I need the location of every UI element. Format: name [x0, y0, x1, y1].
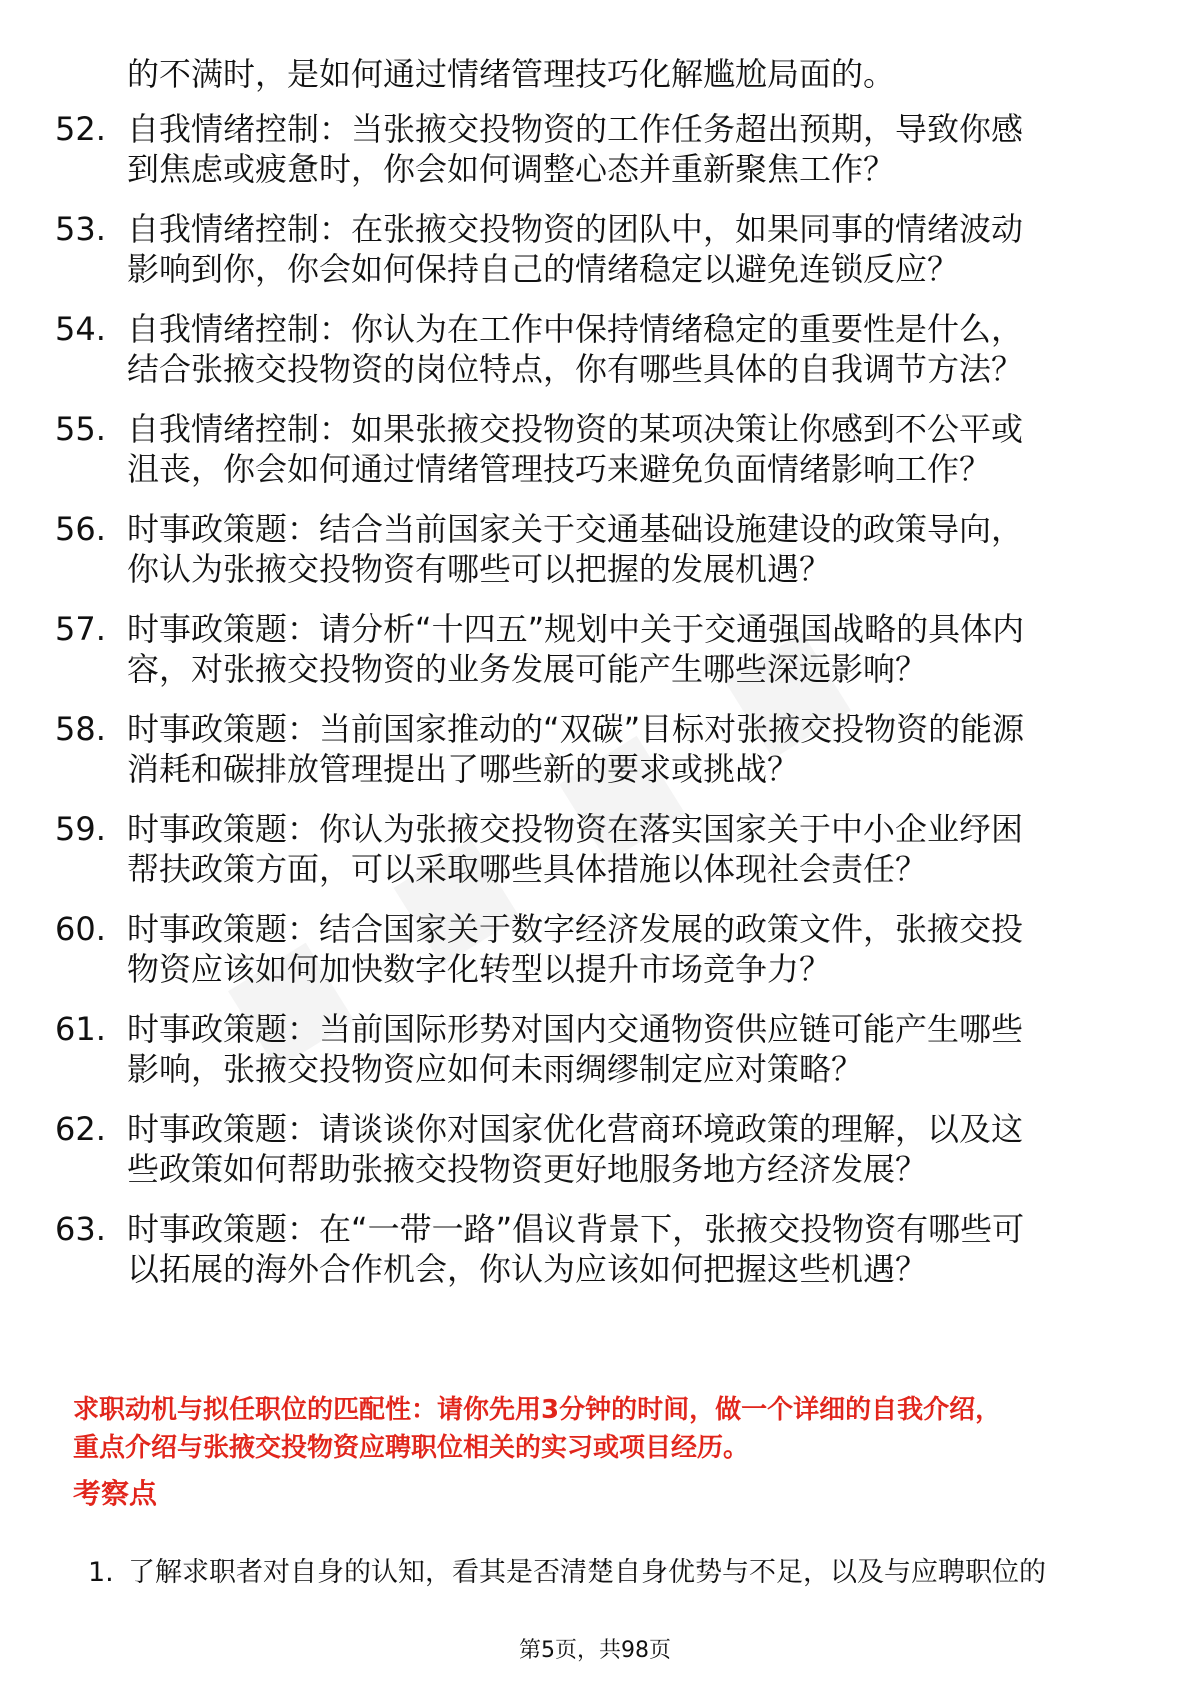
question-line: 时事政策题：在“一带一路”倡议背景下，张掖交投物资有哪些可: [127, 1210, 1025, 1248]
question-item: [55, 709, 1135, 789]
question-line: 时事政策题：当前国际形势对国内交通物资供应链可能产生哪些: [127, 1010, 1024, 1048]
question-line: 沮丧，你会如何通过情绪管理技巧来避免负面情绪影响工作？: [127, 450, 992, 488]
question-item: [55, 409, 1135, 489]
point-text: 了解求职者对自身的认知，看其是否清楚自身优势与不足，以及与应聘职位的: [128, 1557, 1046, 1588]
question-line: 以拓展的海外合作机会，你认为应该如何把握这些机遇？: [127, 1250, 928, 1288]
question-line: 到焦虑或疲惫时，你会如何调整心态并重新聚焦工作？: [127, 150, 896, 188]
question-number: 57.: [55, 610, 106, 648]
question-line: 自我情绪控制：如果张掖交投物资的某项决策让你感到不公平或: [127, 410, 1024, 448]
question-item: [55, 1209, 1135, 1289]
question-item: [55, 209, 1135, 289]
point-number: 1.: [88, 1557, 114, 1588]
question-line: 你认为张掖交投物资有哪些可以把握的发展机遇？: [127, 550, 832, 588]
question-number: 54.: [55, 310, 106, 348]
assessment-point: [88, 1554, 1128, 1592]
question-line: 影响到你，你会如何保持自己的情绪稳定以避免连锁反应？: [127, 250, 960, 288]
question-item: [55, 809, 1135, 889]
question-line: 些政策如何帮助张掖交投物资更好地服务地方经济发展？: [127, 1150, 928, 1188]
question-line: 时事政策题：结合当前国家关于交通基础设施建设的政策导向，: [127, 510, 1024, 548]
question-item: [55, 1009, 1135, 1089]
question-line: 时事政策题：请谈谈你对国家优化营商环境政策的理解，以及这: [127, 1110, 1024, 1148]
question-line: 时事政策题：你认为张掖交投物资在落实国家关于中小企业纾困: [127, 810, 1024, 848]
question-line: 自我情绪控制：在张掖交投物资的团队中，如果同事的情绪波动: [127, 210, 1024, 248]
continuation-text: 的不满时，是如何通过情绪管理技巧化解尴尬局面的。: [127, 55, 896, 93]
question-number: 58.: [55, 710, 106, 748]
question-number: 56.: [55, 510, 106, 548]
question-line: 容，对张掖交投物资的业务发展可能产生哪些深远影响？: [127, 650, 928, 688]
question-number: 53.: [55, 210, 106, 248]
assessment-label: 考察点: [73, 1477, 158, 1510]
question-number: 62.: [55, 1110, 106, 1148]
section-heading: [73, 1391, 1133, 1467]
question-number: 55.: [55, 410, 106, 448]
question-number: 52.: [55, 110, 106, 148]
question-line: 帮扶政策方面，可以采取哪些具体措施以体现社会责任？: [127, 850, 928, 888]
question-number: 60.: [55, 910, 106, 948]
page-footer: 第5页，共98页: [519, 1638, 671, 1663]
question-item: [55, 509, 1135, 589]
question-item: [55, 109, 1135, 189]
question-number: 63.: [55, 1210, 106, 1248]
question-line: 时事政策题：请分析“十四五”规划中关于交通强国战略的具体内: [127, 610, 1025, 648]
question-line: 时事政策题：结合国家关于数字经济发展的政策文件，张掖交投: [127, 910, 1024, 948]
question-item: [55, 909, 1135, 989]
question-line: 时事政策题：当前国家推动的“双碳”目标对张掖交投物资的能源: [127, 710, 1025, 748]
question-item: [55, 1109, 1135, 1189]
question-list: [55, 109, 1135, 1309]
question-line: 自我情绪控制：当张掖交投物资的工作任务超出预期，导致你感: [127, 110, 1024, 148]
question-item: [55, 609, 1135, 689]
question-item: [55, 309, 1135, 389]
section-heading-line: 求职动机与拟任职位的匹配性：请你先用3分钟的时间，做一个详细的自我介绍，: [73, 1395, 1002, 1425]
question-number: 61.: [55, 1010, 106, 1048]
question-line: 影响，张掖交投物资应如何未雨绸缪制定应对策略？: [127, 1050, 864, 1088]
section-heading-line: 重点介绍与张掖交投物资应聘职位相关的实习或项目经历。: [73, 1433, 750, 1463]
question-line: 物资应该如何加快数字化转型以提升市场竞争力？: [127, 950, 832, 988]
question-line: 消耗和碳排放管理提出了哪些新的要求或挑战？: [127, 750, 800, 788]
question-line: 结合张掖交投物资的岗位特点，你有哪些具体的自我调节方法？: [127, 350, 1024, 388]
question-number: 59.: [55, 810, 106, 848]
question-line: 自我情绪控制：你认为在工作中保持情绪稳定的重要性是什么，: [127, 310, 1024, 348]
